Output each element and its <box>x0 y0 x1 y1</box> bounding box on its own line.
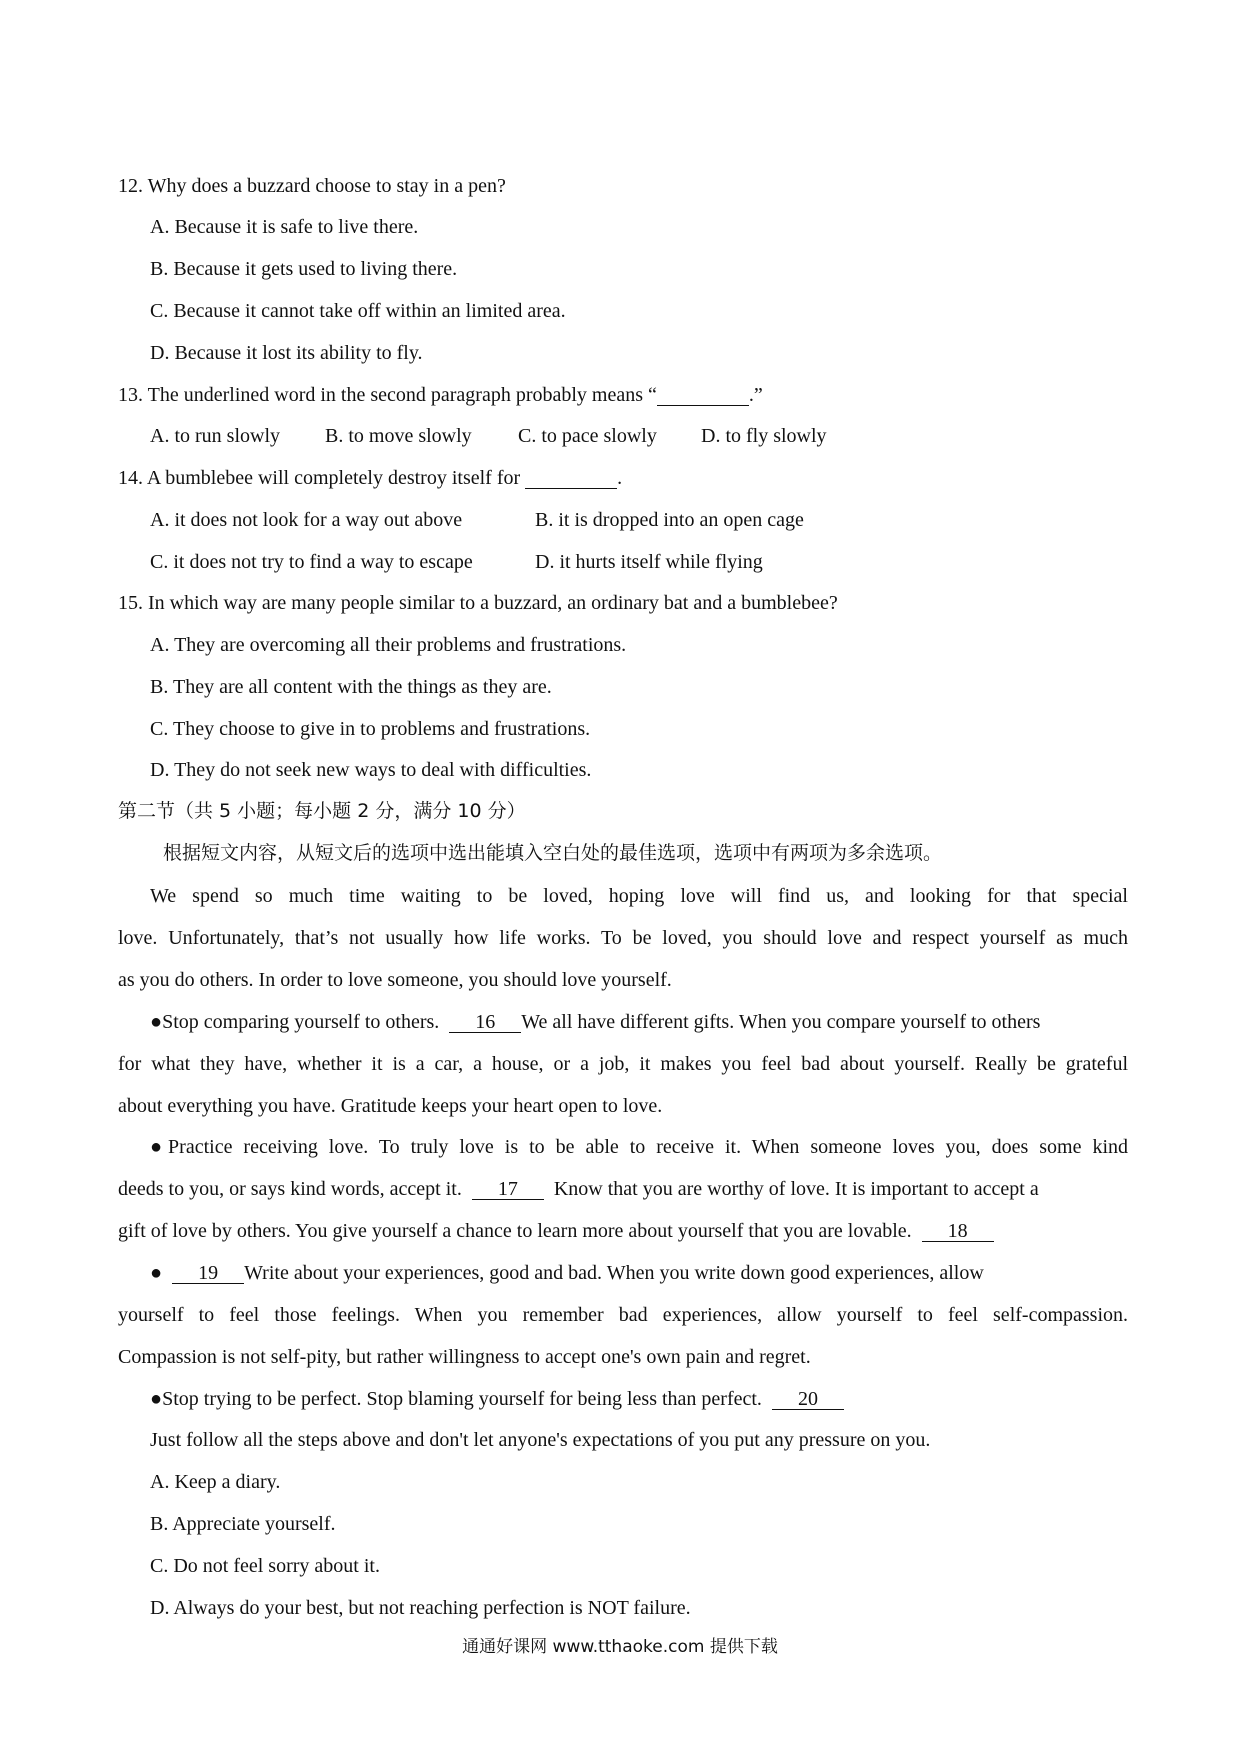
passage-paragraph-5-text: ●Stop trying to be perfect. Stop blaming yourself for being less than perfect. <box>150 1388 762 1410</box>
passage-paragraph-4-line-2: yourself to feel those feelings. When you remember bad experiences, allow yourself to feel self-compassion. <box>118 1304 1128 1326</box>
blank-17: 17 <box>472 1179 544 1200</box>
passage-paragraph-1-line-3: as you do others. In order to love someone, you should love yourself. <box>118 969 672 991</box>
question-14-stem-text: 14. A bumblebee will completely destroy itself for <box>118 467 521 489</box>
passage-paragraph-3-line-3 <box>118 1221 994 1242</box>
passage-paragraph-4-bullet: ● <box>150 1262 163 1284</box>
passage-paragraph-5 <box>150 1389 844 1410</box>
question-14-stem-end: . <box>617 467 623 489</box>
question-12-option-a: A. Because it is safe to live there. <box>150 216 419 238</box>
choice-d: D. Always do your best, but not reaching perfection is NOT failure. <box>150 1597 691 1619</box>
question-13-stem <box>118 385 763 406</box>
passage-paragraph-1-line-1: We spend so much time waiting to be loved, hoping love will find us, and looking for that special <box>150 885 1128 907</box>
question-14-option-b: B. it is dropped into an open cage <box>535 509 804 531</box>
passage-paragraph-3-l2-lead: deeds to you, or says kind words, accept it. <box>118 1178 462 1200</box>
passage-paragraph-1-line-2: love. Unfortunately, that’s not usually how life works. To be loved, you should love and respect yourself as much <box>118 927 1128 949</box>
choice-c: C. Do not feel sorry about it. <box>150 1555 380 1577</box>
passage-paragraph-2-lead: ●Stop comparing yourself to others. <box>150 1011 440 1033</box>
passage-paragraph-2-line-3: about everything you have. Gratitude keeps your heart open to love. <box>118 1095 663 1117</box>
passage-paragraph-2-rest: We all have different gifts. When you compare yourself to others <box>521 1011 1041 1033</box>
question-12-option-c: C. Because it cannot take off within an limited area. <box>150 300 566 322</box>
question-12-option-b: B. Because it gets used to living there. <box>150 258 458 280</box>
passage-paragraph-3-line-2 <box>118 1179 1039 1200</box>
question-13-option-d: D. to fly slowly <box>701 425 827 447</box>
blank-19: 19 <box>172 1263 244 1284</box>
question-13-option-c: C. to pace slowly <box>518 425 657 447</box>
question-14-blank <box>525 468 617 489</box>
passage-paragraph-4-rest: Write about your experiences, good and bad. When you write down good experiences, allow <box>244 1262 984 1284</box>
choice-b: B. Appreciate yourself. <box>150 1513 336 1535</box>
question-14-option-c: C. it does not try to find a way to escape <box>150 551 473 573</box>
question-15-option-b: B. They are all content with the things as they are. <box>150 676 552 698</box>
question-15-option-c: C. They choose to give in to problems and frustrations. <box>150 718 591 740</box>
question-13-option-b: B. to move slowly <box>325 425 472 447</box>
passage-paragraph-4-line-1 <box>150 1263 984 1284</box>
question-13-option-a: A. to run slowly <box>150 425 280 447</box>
section-2-instruction: 根据短文内容，从短文后的选项中选出能填入空白处的最佳选项，选项中有两项为多余选项。 <box>163 842 943 864</box>
passage-paragraph-3-line-1: ●Practice receiving love. To truly love is to be able to receive it. When someone loves you, does some kind <box>150 1136 1128 1158</box>
question-14-option-a: A. it does not look for a way out above <box>150 509 463 531</box>
blank-20: 20 <box>772 1389 844 1410</box>
question-12-stem: 12. Why does a buzzard choose to stay in a pen? <box>118 175 506 197</box>
question-13-stem-end: .” <box>748 384 763 406</box>
question-14-stem <box>118 468 622 489</box>
question-15-option-d: D. They do not seek new ways to deal with difficulties. <box>150 759 592 781</box>
page-footer: 通通好课网 www.tthaoke.com 提供下载 <box>462 1637 778 1657</box>
question-13-blank <box>657 385 749 406</box>
passage-paragraph-2-line-1 <box>150 1012 1040 1033</box>
passage-paragraph-3-l2-rest: Know that you are worthy of love. It is important to accept a <box>553 1178 1039 1200</box>
blank-18: 18 <box>922 1221 994 1242</box>
question-12-option-d: D. Because it lost its ability to fly. <box>150 342 423 364</box>
question-14-option-d: D. it hurts itself while flying <box>535 551 763 573</box>
question-15-stem: 15. In which way are many people similar to a buzzard, an ordinary bat and a bumblebee? <box>118 592 838 614</box>
question-15-option-a: A. They are overcoming all their problems and frustrations. <box>150 634 627 656</box>
passage-paragraph-6: Just follow all the steps above and don't let anyone's expectations of you put any pressure on you. <box>150 1429 931 1451</box>
passage-paragraph-4-line-3: Compassion is not self-pity, but rather willingness to accept one's own pain and regret. <box>118 1346 811 1368</box>
passage-paragraph-3-l3-text: gift of love by others. You give yourself a chance to learn more about yourself that you are lovable. <box>118 1220 912 1242</box>
choice-a: A. Keep a diary. <box>150 1471 281 1493</box>
question-13-stem-text: 13. The underlined word in the second paragraph probably means “ <box>118 384 657 406</box>
passage-paragraph-2-line-2: for what they have, whether it is a car, a house, or a job, it makes you feel bad about yourself. Really be grateful <box>118 1053 1128 1075</box>
section-2-header: 第二节（共 5 小题；每小题 2 分，满分 10 分） <box>118 800 526 822</box>
blank-16: 16 <box>449 1012 521 1033</box>
